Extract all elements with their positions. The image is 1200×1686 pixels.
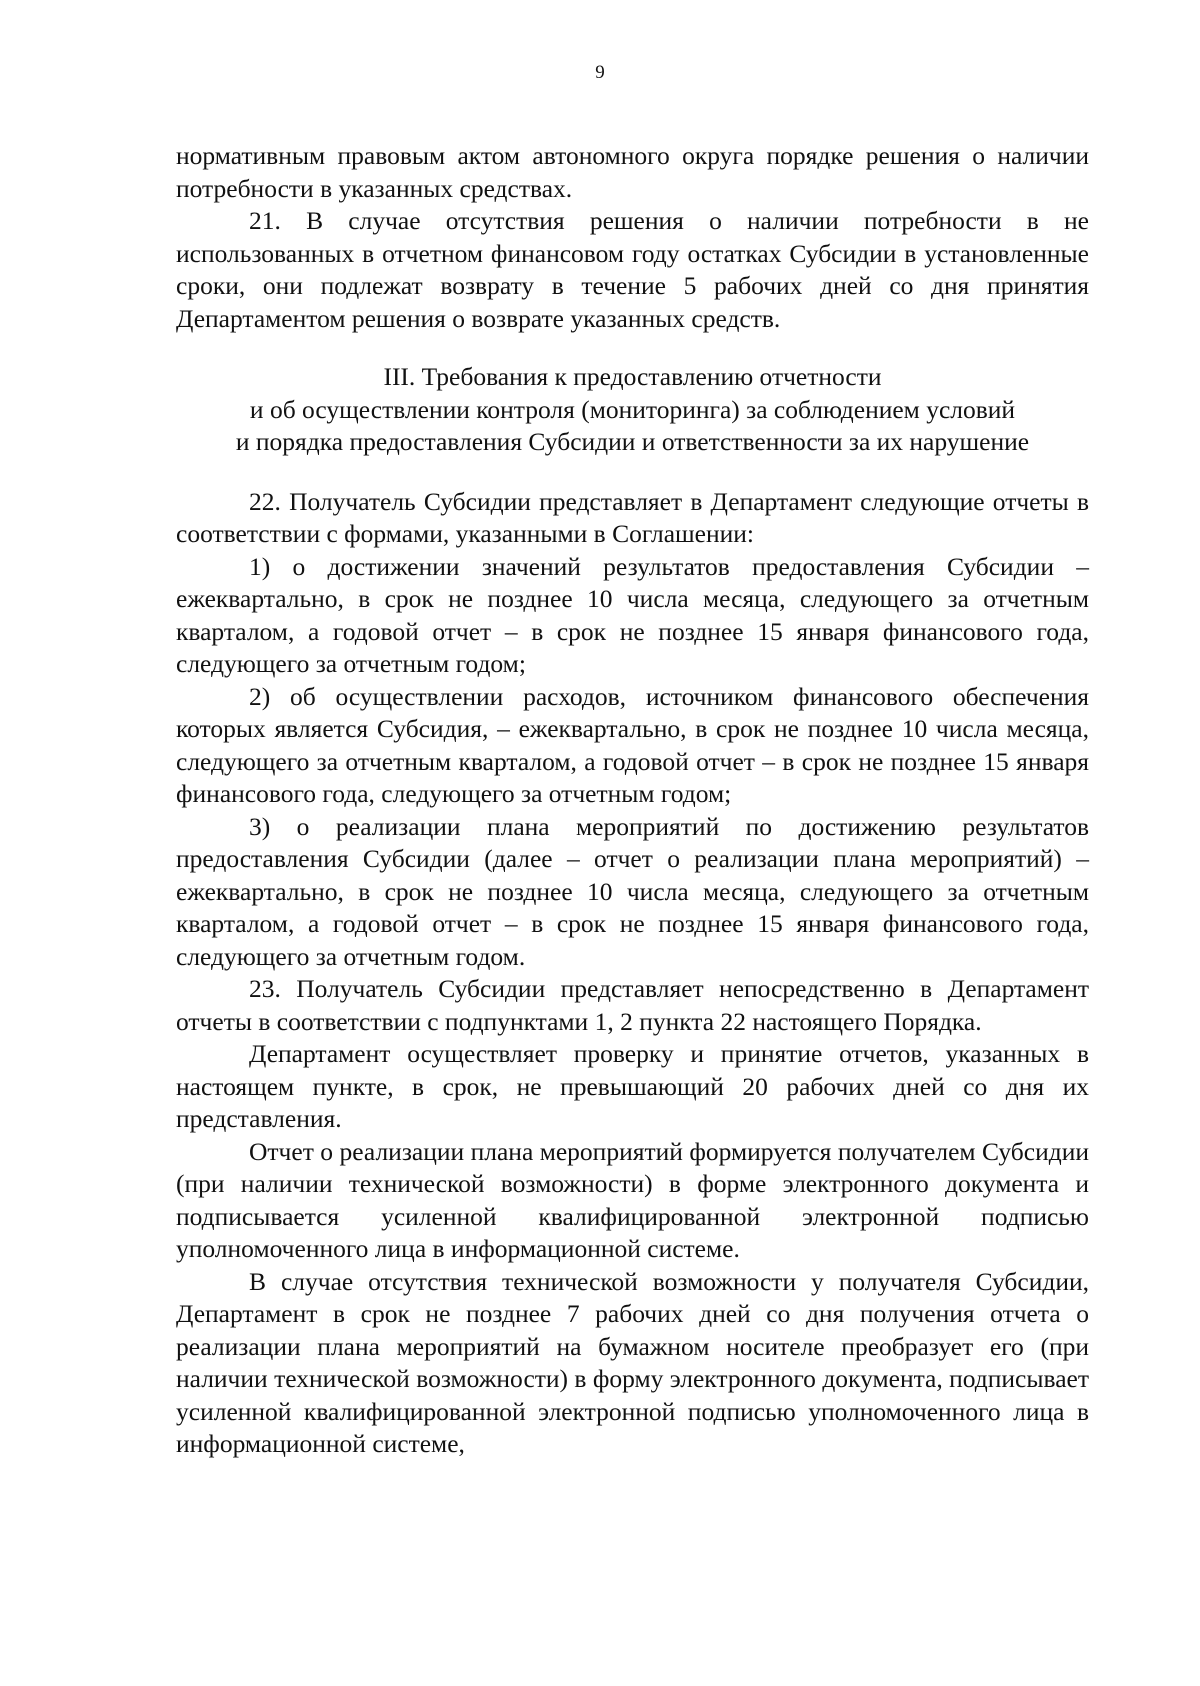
section-heading-line-1: III. Требования к предоставлению отчетности [383,362,882,391]
document-body [176,140,1089,1461]
subparagraph-22-1: 1) о достижении значений результатов предоставления Субсидии – ежеквартально, в срок не позднее 10 числа месяца, следующего за отчетным кварталом, а годовой отчет – в срок не позднее 15 января финансового года, следующего за отчетным годом; [176,551,1089,678]
paragraph-21: 21. В случае отсутствия решения о наличии потребности в не использованных в отчетном финансовом году остатках Субсидии в установленные сроки, они подлежат возврату в течение 5 рабочих дней со дня принятия Департаментом решения о возврате указанных средств. [176,206,1089,333]
subparagraph-22-2: 2) об осуществлении расходов, источником финансового обеспечения которых является Субсидия, – ежеквартально, в срок не позднее 10 числа месяца, следующего за отчетным кварталом, а годовой отчет – в срок не позднее 15 января финансового года, следующего за отчетным годом; [176,681,1089,808]
section-heading [176,361,1089,459]
paragraph-continuation: нормативным правовым актом автономного округа порядке решения о наличии потребности в указанных средствах. [176,141,1089,203]
paragraph-23-no-technical-capability: В случае отсутствия технической возможности у получателя Субсидии, Департамент в срок не позднее 7 рабочих дней со дня получения отчета о реализации плана мероприятий на бумажном носителе преобразует его (при наличии технической возможности) в форму электронного документа, подписывает усиленной квалифицированной электронной подписью уполномоченного лица в информационной системе, [176,1266,1089,1458]
paragraph-23: 23. Получатель Субсидии представляет непосредственно в Департамент отчеты в соответствии с подпунктами 1, 2 пункта 22 настоящего Порядка. [176,974,1089,1036]
paragraph-23-review: Департамент осуществляет проверку и принятие отчетов, указанных в настоящем пункте, в срок, не превышающий 20 рабочих дней со дня их представления. [176,1039,1089,1133]
paragraph-23-electronic-report: Отчет о реализации плана мероприятий формируется получателем Субсидии (при наличии технической возможности) в форме электронного документа и подписывается усиленной квалифицированной электронной подписью уполномоченного лица в информационной системе. [176,1136,1089,1263]
paragraph-22: 22. Получатель Субсидии представляет в Департамент следующие отчеты в соответствии с формами, указанными в Соглашении: [176,486,1089,548]
section-heading-line-2: и об осуществлении контроля (мониторинга) за соблюдением условий [249,394,1016,424]
section-heading-line-3: и порядка предоставления Субсидии и ответственности за их нарушение [235,427,1030,456]
subparagraph-22-3: 3) о реализации плана мероприятий по достижению результатов предоставления Субсидии (далее – отчет о реализации плана мероприятий) – ежеквартально, в срок не позднее 10 числа месяца, следующего за отчетным кварталом, а годовой отчет – в срок не позднее 15 января финансового года, следующего за отчетным годом. [176,811,1089,971]
page-number: 9 [595,62,605,83]
